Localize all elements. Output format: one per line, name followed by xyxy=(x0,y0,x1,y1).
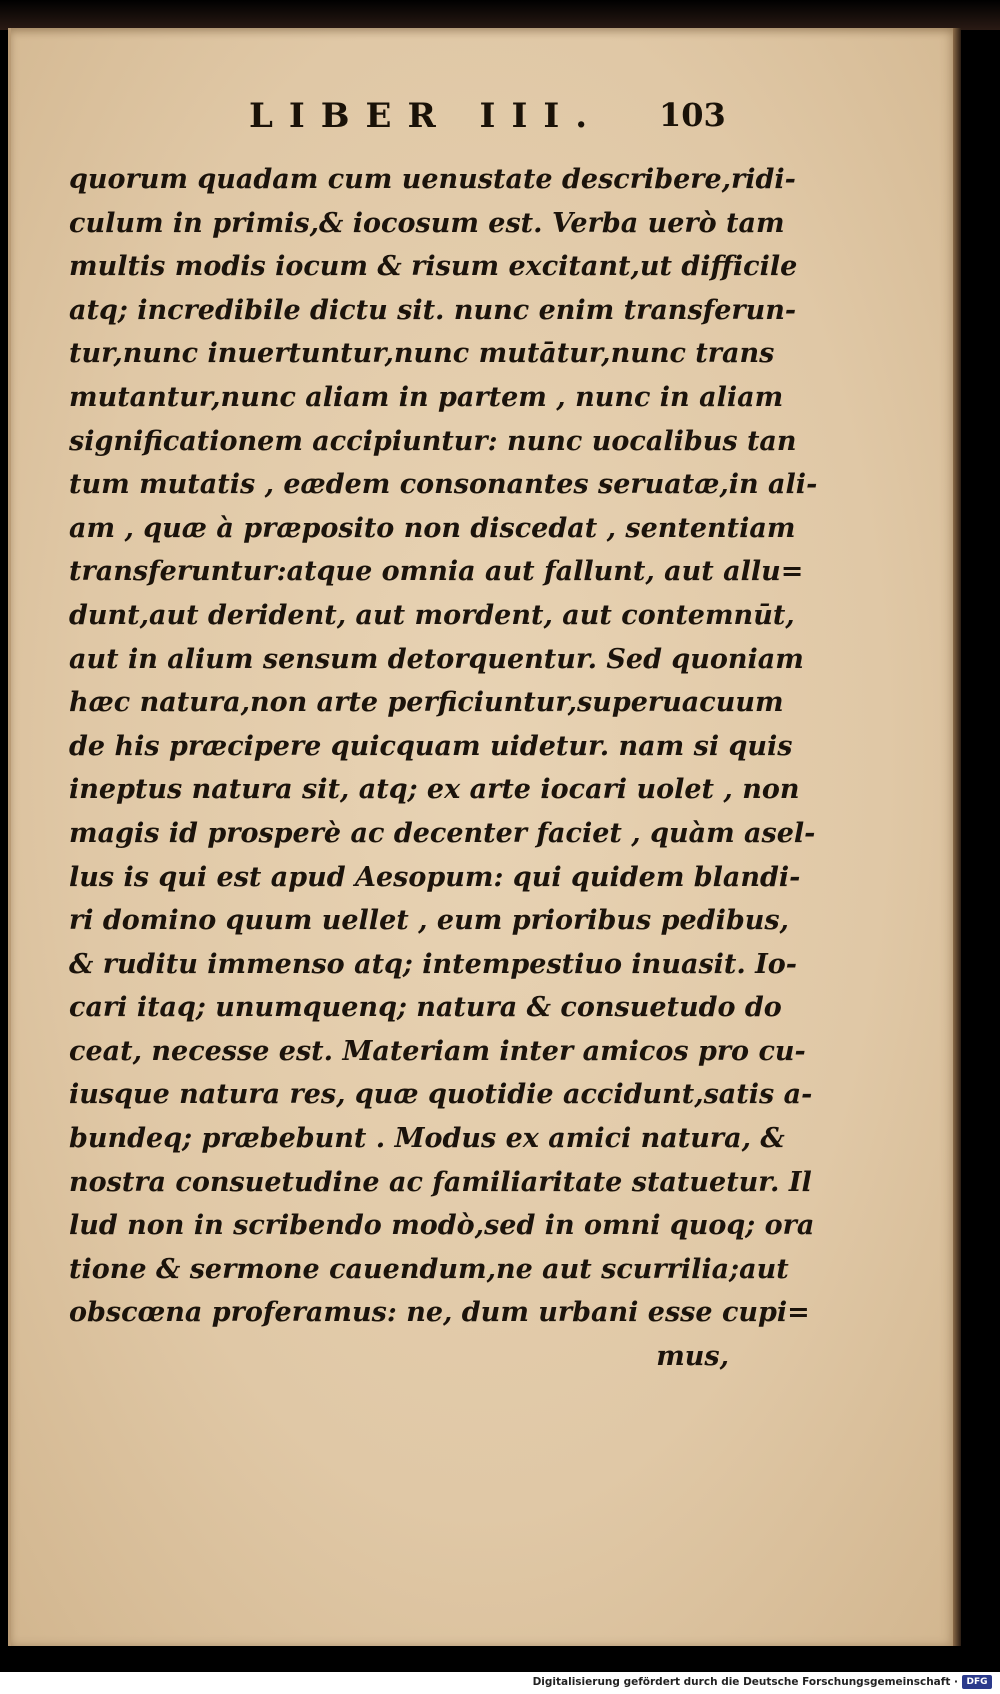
book-top-edge xyxy=(0,0,1000,30)
text-line: transferuntur:atque omnia aut fallunt, aut allu= xyxy=(69,556,804,588)
text-line: ineptus natura sit, atq; ex arte iocari uolet , non xyxy=(69,774,800,806)
running-head: LIBER III. xyxy=(249,96,604,136)
text-line: multis modis iocum & risum excitant,ut difficile xyxy=(69,251,798,283)
text-line: tur,nunc inuertuntur,nunc mutātur,nunc trans xyxy=(69,338,775,370)
text-line: significationem accipiuntur: nunc uocalibus tan xyxy=(69,425,797,457)
text-block xyxy=(69,158,818,1379)
book-page xyxy=(8,28,956,1646)
text-line: dunt,aut derident, aut mordent, aut contemnūt, xyxy=(69,599,795,631)
text-line: tum mutatis , eædem consonantes seruatæ,in ali- xyxy=(69,469,818,501)
text-line: mutantur,nunc aliam in partem , nunc in aliam xyxy=(69,381,784,413)
text-line: ri domino quum uellet , eum prioribus pedibus, xyxy=(69,905,789,937)
page-number: 103 xyxy=(659,96,726,134)
text-line: obscœna proferamus: ne, dum urbani esse cupi= xyxy=(69,1297,810,1329)
text-line: mus, xyxy=(656,1341,729,1373)
text-line: lud non in scribendo modò,sed in omni quoq; ora xyxy=(69,1210,815,1242)
text-line: am , quæ à præposito non discedat , sententiam xyxy=(69,512,796,544)
text-line: ceat, necesse est. Materiam inter amicos pro cu- xyxy=(69,1035,806,1067)
digitization-footer xyxy=(0,1672,1000,1694)
text-line: bundeq; præbebunt . Modus ex amici natura, & xyxy=(69,1123,785,1155)
text-line: & ruditu immenso atq; intempestiuo inuasit. Io- xyxy=(69,948,798,980)
text-line: atq; incredibile dictu sit. nunc enim transferun- xyxy=(69,294,797,326)
text-line: hæc natura,non arte perficiuntur,superuacuum xyxy=(69,687,784,719)
text-line: nostra consuetudine ac familiaritate statuetur. Il xyxy=(69,1166,812,1198)
text-line: lus is qui est apud Aesopum: qui quidem blandi- xyxy=(69,861,801,893)
text-line: iusque natura res, quæ quotidie accidunt,satis a- xyxy=(69,1079,813,1111)
page-header xyxy=(11,96,956,146)
text-line: de his præcipere quicquam uidetur. nam si quis xyxy=(69,730,793,762)
page-edge xyxy=(953,28,961,1646)
text-line: aut in alium sensum detorquentur. Sed quoniam xyxy=(69,643,804,675)
dfg-logo: DFG xyxy=(962,1675,992,1689)
text-line: cari itaq; unumquenq; natura & consuetudo do xyxy=(69,992,782,1024)
text-line: magis id prosperè ac decenter faciet , quàm asel- xyxy=(69,817,816,849)
footer-credit: Digitalisierung gefördert durch die Deutsche Forschungsgemeinschaft · xyxy=(532,1676,958,1688)
text-line: culum in primis,& iocosum est. Verba uerò tam xyxy=(69,207,785,239)
text-line: quorum quadam cum uenustate describere,ridi- xyxy=(69,164,796,195)
text-line: tione & sermone cauendum,ne aut scurrilia;aut xyxy=(69,1253,789,1285)
